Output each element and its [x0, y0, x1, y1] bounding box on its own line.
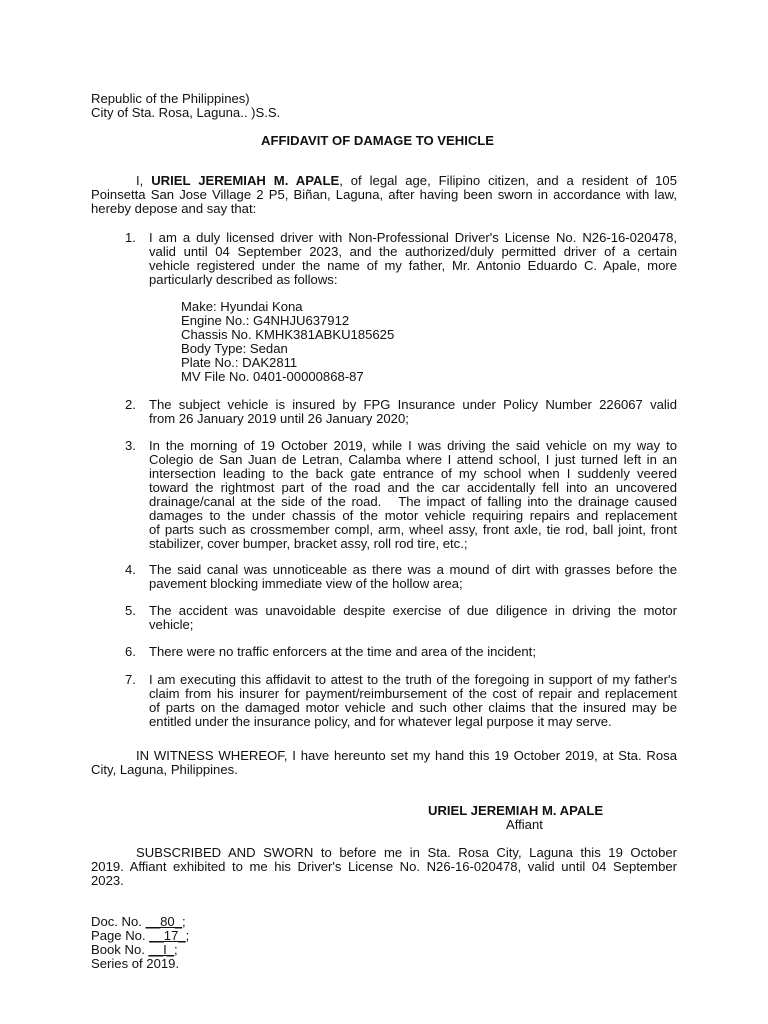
item-3-line-5: drainage/canal at the side of the road. The impact of falling into the drainage caused: [149, 494, 677, 509]
item-1-line-4: particularly described as follows:: [149, 272, 338, 287]
document-title: AFFIDAVIT OF DAMAGE TO VEHICLE: [261, 133, 495, 148]
series-line: Series of 2019.: [91, 956, 180, 971]
item-3-number: 3.: [125, 438, 136, 453]
header-city: City of Sta. Rosa, Laguna.. )S.S.: [91, 105, 281, 120]
intro-prefix: I,: [136, 173, 152, 188]
header-republic: Republic of the Philippines): [91, 91, 250, 106]
intro-line-2: Poinsetta San Jose Village 2 P5, Biñan, Laguna, after having been sworn in accordance with law,: [91, 187, 677, 202]
doc-no-value: __80_: [145, 914, 182, 929]
doc-no-line: [91, 915, 186, 929]
affiant-name: URIEL JEREMIAH M. APALE: [151, 173, 340, 188]
witness-line-2: City, Laguna, Philippines.: [91, 762, 238, 777]
item-7-line-3: of parts on the damaged motor vehicle and such other claims that the insured may be: [149, 700, 677, 715]
intro-rest: , of legal age, Filipino citizen, and a resident of 105: [339, 173, 677, 188]
book-no-value: __I_: [148, 942, 174, 957]
item-3-line-3: intersection leading to the back gate entrance of my school when I suddenly veered: [149, 466, 677, 481]
item-5-number: 5.: [125, 603, 136, 618]
item-5-line-1: The accident was unavoidable despite exercise of due diligence in driving the motor: [149, 603, 677, 618]
book-no-label: Book No.: [91, 942, 149, 957]
item-3-line-4: toward the rightmost part of the road and the car accidentally fell into an uncovered: [149, 480, 677, 495]
item-2-line-2: from 26 January 2019 until 26 January 2020;: [149, 411, 409, 426]
item-5-line-2: vehicle;: [149, 617, 194, 632]
book-no-suffix: ;: [173, 942, 178, 957]
page-no-value: __17_: [149, 928, 186, 943]
item-7-number: 7.: [125, 672, 136, 687]
vehicle-mv-file-no: MV File No. 0401-00000868-87: [181, 369, 364, 384]
book-no-line: [91, 943, 178, 957]
item-2-line-1: The subject vehicle is insured by FPG Insurance under Policy Number 226067 valid: [149, 397, 677, 412]
vehicle-plate-no: Plate No.: DAK2811: [181, 355, 298, 370]
vehicle-engine-no: Engine No.: G4NHJU637912: [181, 313, 350, 328]
jurat-line-2: 2019. Affiant exhibited to me his Driver's License No. N26-16-020478, valid until 04 September: [91, 859, 677, 874]
item-3-line-2: Colegio de San Juan de Letran, Calamba where I attend school, I just turned left in an: [149, 452, 677, 467]
signature-role: Affiant: [506, 817, 543, 832]
jurat-line-1: SUBSCRIBED AND SWORN to before me in Sta. Rosa City, Laguna this 19 October: [136, 845, 677, 860]
vehicle-chassis-no: Chassis No. KMHK381ABKU185625: [181, 327, 395, 342]
item-6-line-1: There were no traffic enforcers at the time and area of the incident;: [149, 644, 536, 659]
intro-line-1: [136, 174, 677, 188]
intro-line-3: hereby depose and say that:: [91, 201, 257, 216]
doc-no-label: Doc. No.: [91, 914, 146, 929]
item-1-number: 1.: [125, 230, 136, 245]
item-4-line-2: pavement blocking immediate view of the hollow area;: [149, 576, 463, 591]
page-no-line: [91, 929, 189, 943]
item-3-line-8: stabilizer, cover bumper, bracket assy, roll rod tire, etc.;: [149, 536, 468, 551]
item-3-line-6: damages to the under chassis of the motor vehicle requiring repairs and replacement: [149, 508, 677, 523]
item-4-number: 4.: [125, 562, 136, 577]
item-3-line-7: of parts such as crossmember compl, arm, wheel assy, front axle, tie rod, ball joint, front: [149, 522, 677, 537]
vehicle-make: Make: Hyundai Kona: [181, 299, 303, 314]
item-6-number: 6.: [125, 644, 136, 659]
item-7-line-1: I am executing this affidavit to attest to the truth of the foregoing in support of my father's: [149, 672, 677, 687]
witness-line-1: IN WITNESS WHEREOF, I have hereunto set my hand this 19 October 2019, at Sta. Rosa: [136, 748, 677, 763]
item-2-number: 2.: [125, 397, 136, 412]
doc-no-suffix: ;: [182, 914, 186, 929]
item-7-line-4: entitled under the insurance policy, and for whatever legal purpose it may serve.: [149, 714, 612, 729]
signature-name: URIEL JEREMIAH M. APALE: [428, 803, 604, 818]
jurat-line-3: 2023.: [91, 873, 124, 888]
item-1-line-2: valid until 04 September 2023, and the authorized/duly permitted driver of a certain: [149, 244, 677, 259]
item-1-line-1: I am a duly licensed driver with Non-Professional Driver's License No. N26-16-020478,: [149, 230, 677, 245]
vehicle-body-type: Body Type: Sedan: [181, 341, 288, 356]
item-7-line-2: claim from his insurer for payment/reimbursement of the cost of repair and replacement: [149, 686, 677, 701]
page-no-suffix: ;: [185, 928, 190, 943]
page-no-label: Page No.: [91, 928, 150, 943]
item-3-line-1: In the morning of 19 October 2019, while I was driving the said vehicle on my way to: [149, 438, 677, 453]
item-1-line-3: vehicle registered under the name of my father, Mr. Antonio Eduardo C. Apale, more: [149, 258, 677, 273]
item-4-line-1: The said canal was unnoticeable as there was a mound of dirt with grasses before the: [149, 562, 677, 577]
